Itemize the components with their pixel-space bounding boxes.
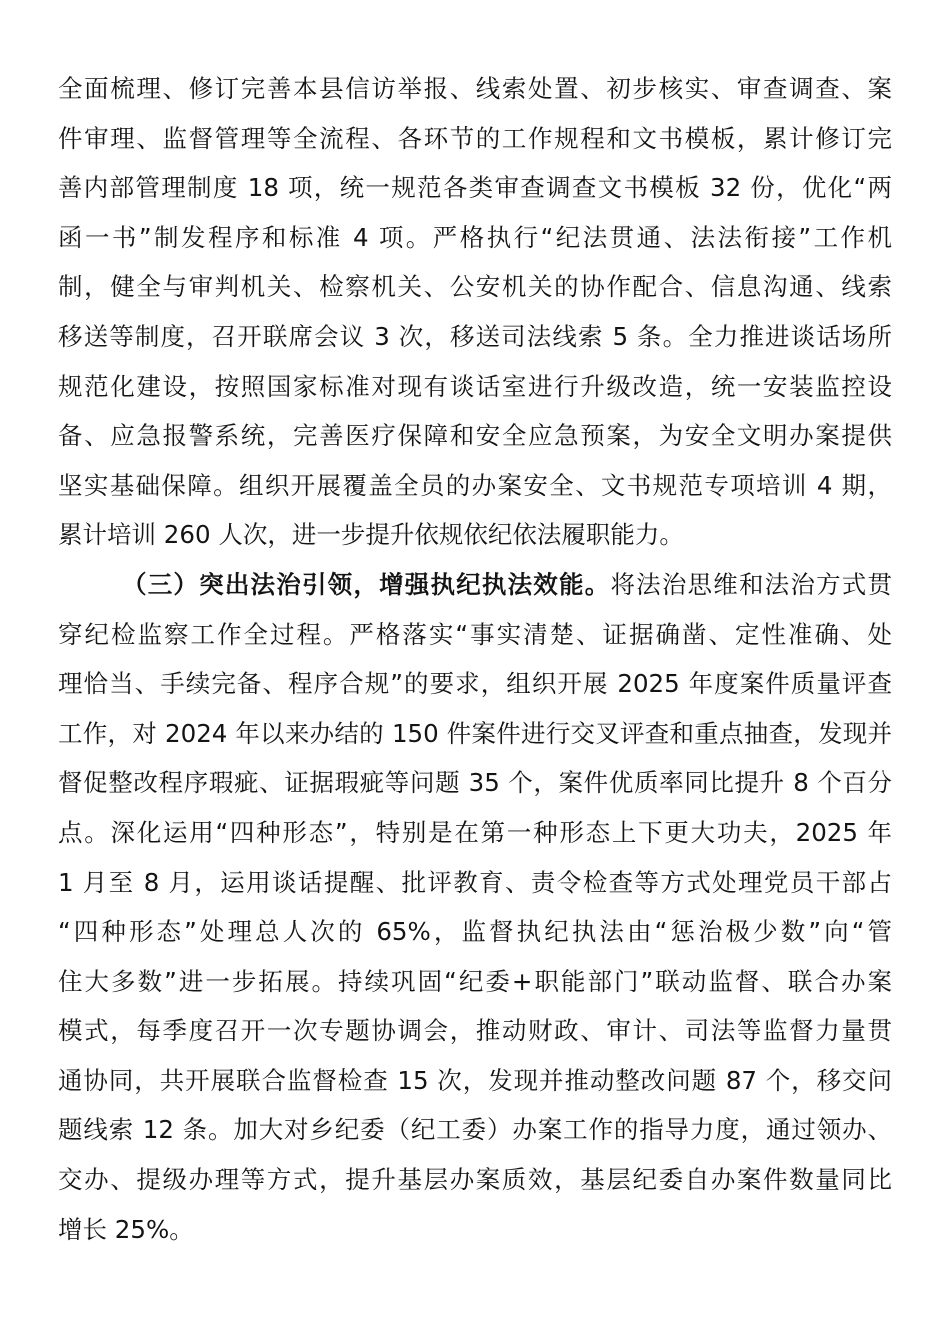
heading-line-text: 将法治思维和法治方式贯 [610,569,893,599]
text-line: 交办、提级办理等方式，提升基层办案质效，基层纪委自办案件数量同比 [58,1165,892,1195]
text-line: 件审理、监督管理等全流程、各环节的工作规程和文书模板，累计修订完 [58,123,892,153]
text-line: 备、应急报警系统，完善医疗保障和安全应急预案，为安全文明办案提供 [58,421,892,451]
paragraph-case-procedures [58,64,892,560]
text-line: 1 月至 8 月，运用谈话提醒、批评教育、责令检查等方式处理党员干部占 [58,867,892,897]
text-line: 模式，每季度召开一次专题协调会，推动财政、审计、司法等监督力量贯 [58,1016,892,1046]
text-line: 督促整改程序瑕疵、证据瑕疵等问题 35 个，案件优质率同比提升 8 个百分 [58,768,892,798]
text-line: 通协同，共开展联合监督检查 15 次，发现并推动整改问题 87 个，移交问 [58,1065,892,1095]
text-line: 工作，对 2024 年以来办结的 150 件案件进行交叉评查和重点抽查，发现并 [58,718,892,748]
text-line: 累计培训 260 人次，进一步提升依规依纪依法履职能力。 [58,520,684,550]
text-line: 函一书”制发程序和标准 4 项。严格执行“纪法贯通、法法衔接”工作机 [58,222,892,252]
text-line-first [58,560,892,610]
text-line: 题线索 12 条。加大对乡纪委（纪工委）办案工作的指导力度，通过领办、 [58,1115,892,1145]
body-text [58,64,892,1254]
text-line: 增长 25%。 [58,1214,194,1244]
text-line: 制，健全与审判机关、检察机关、公安机关的协作配合、信息沟通、线索 [58,272,892,302]
text-line: 善内部管理制度 18 项，统一规范各类审查调查文书模板 32 份，优化“两 [58,173,892,203]
text-line: 规范化建设，按照国家标准对现有谈话室进行升级改造，统一安装监控设 [58,371,892,401]
text-line: 住大多数”进一步拓展。持续巩固“纪委+职能部门”联动监督、联合办案 [58,966,892,996]
section-heading: （三）突出法治引领，增强执纪执法效能。 [122,569,611,599]
text-line: 穿纪检监察工作全过程。严格落实“事实清楚、证据确凿、定性准确、处 [58,619,892,649]
text-line: “四种形态”处理总人次的 65%，监督执纪执法由“惩治极少数”向“管 [58,917,892,947]
text-line: 理恰当、手续完备、程序合规”的要求，组织开展 2025 年度案件质量评查 [58,669,892,699]
text-line: 点。深化运用“四种形态”，特别是在第一种形态上下更大功夫，2025 年 [58,817,892,847]
paragraph-rule-of-law [58,560,892,1254]
text-line: 坚实基础保障。组织开展覆盖全员的办案安全、文书规范专项培训 4 期， [58,470,892,500]
text-line: 移送等制度，召开联席会议 3 次，移送司法线索 5 条。全力推进谈话场所 [58,321,892,351]
text-line: 全面梳理、修订完善本县信访举报、线索处置、初步核实、审查调查、案 [58,74,892,103]
